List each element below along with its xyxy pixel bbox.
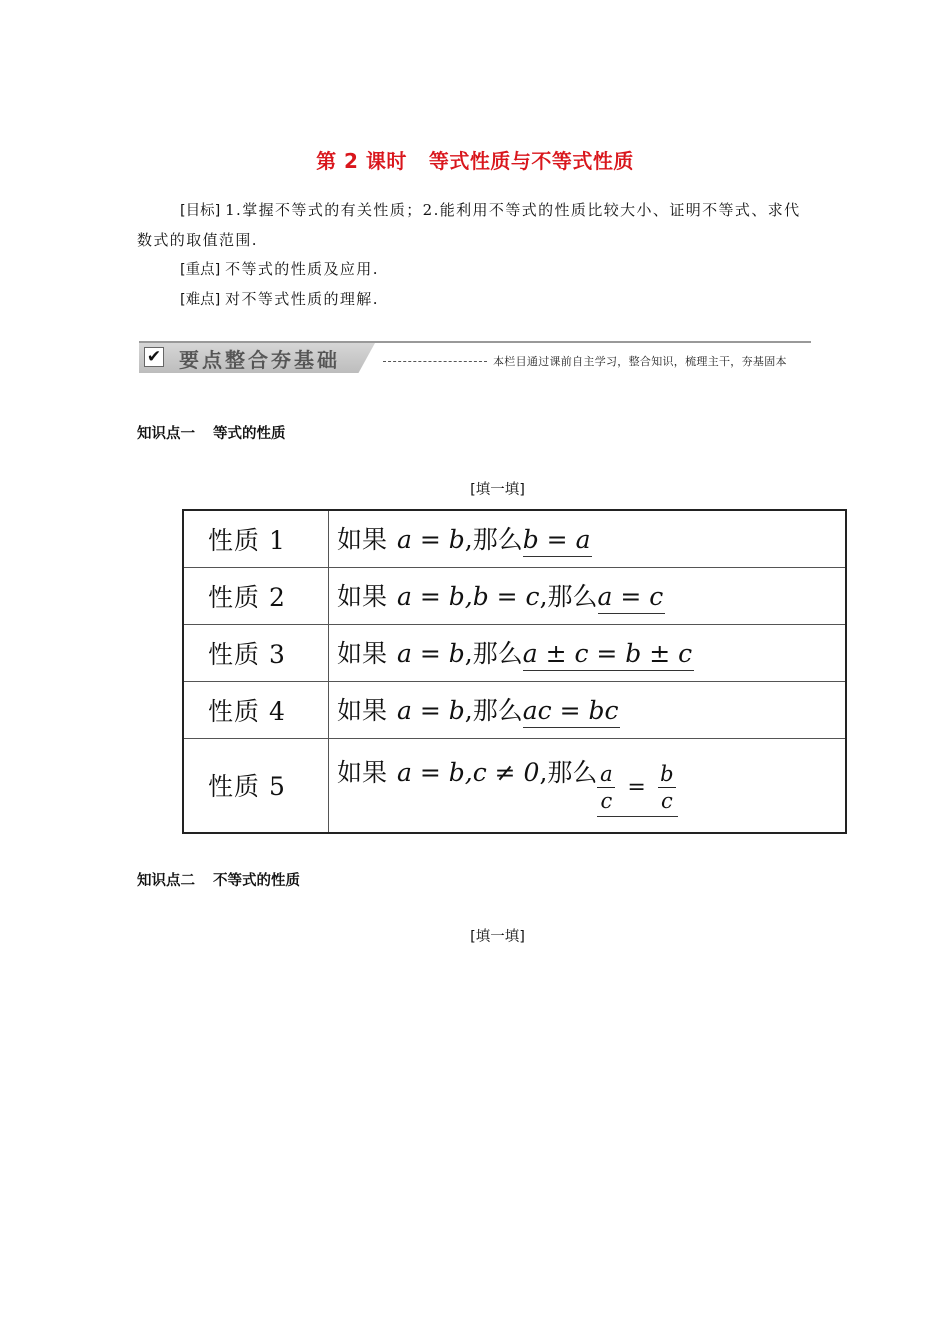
property-name: 性质 3 xyxy=(183,624,329,681)
fraction-right: $\frac{b}{c}$ xyxy=(658,761,676,814)
answer-blank: a = c xyxy=(598,583,666,614)
target-tag: [目标] xyxy=(180,203,221,219)
target-text-1: 1.掌握不等式的有关性质；2.能利用不等式的性质比较大小、证明不等式、求代 xyxy=(225,201,801,219)
property-statement: 如果 a = b,b = c,那么a = c xyxy=(329,567,847,624)
banner-dashed-rule xyxy=(383,361,487,362)
banner-top-rule xyxy=(139,341,811,343)
property-statement: 如果 a = b,那么a ± c = b ± c xyxy=(329,624,847,681)
banner-note: 本栏目通过课前自主学习，整合知识，梳理主干，夯基固本 xyxy=(493,355,787,368)
section1-fill-label: [填一填] xyxy=(470,482,525,498)
title-topic: 等式性质与不等式性质 xyxy=(428,149,634,173)
hard-tag: [难点] xyxy=(180,292,221,308)
page-title xyxy=(0,145,950,174)
section2-heading xyxy=(137,869,300,890)
checkmark-icon: ✔ xyxy=(144,347,164,367)
goals-block xyxy=(137,196,817,315)
section1-heading xyxy=(137,422,286,443)
property-name: 性质 4 xyxy=(183,681,329,738)
property-statement: 如果 a = b,那么b = a xyxy=(329,510,847,567)
key-text: 不等式的性质及应用. xyxy=(225,260,379,278)
hard-text: 对不等式性质的理解. xyxy=(225,290,379,308)
answer-blank: ac = bc xyxy=(523,697,621,728)
equals-sign: = xyxy=(627,775,646,801)
answer-blank xyxy=(597,761,677,817)
property-name: 性质 1 xyxy=(183,510,329,567)
table-row xyxy=(183,567,846,624)
property-statement: 如果 a = b,那么ac = bc xyxy=(329,681,847,738)
property-name: 性质 5 xyxy=(183,738,329,833)
table-row xyxy=(183,510,846,567)
section2-title: 不等式的性质 xyxy=(213,873,300,889)
target-text-2: 数式的取值范围. xyxy=(137,231,258,249)
title-lesson: 第 2 课时 xyxy=(316,149,407,173)
property-statement: 如果 a = b,c ≠ 0,那么 $\frac{a}{c}$ = $\frac{b}{c}$ xyxy=(329,738,847,833)
section2-number: 知识点二 xyxy=(137,873,195,889)
answer-blank: b = a xyxy=(523,526,593,557)
equality-properties-table xyxy=(182,509,847,834)
banner-label: 要点整合夯基础 xyxy=(179,348,340,372)
table-row xyxy=(183,681,846,738)
section2-fill-label: [填一填] xyxy=(470,929,525,945)
property-name: 性质 2 xyxy=(183,567,329,624)
section1-title: 等式的性质 xyxy=(213,426,286,442)
section1-number: 知识点一 xyxy=(137,426,195,442)
key-tag: [重点] xyxy=(180,262,221,278)
answer-blank: a ± c = b ± c xyxy=(523,640,694,671)
section-banner xyxy=(139,341,811,375)
table-row xyxy=(183,738,846,833)
fraction-left: $\frac{a}{c}$ xyxy=(597,761,615,814)
table-row xyxy=(183,624,846,681)
